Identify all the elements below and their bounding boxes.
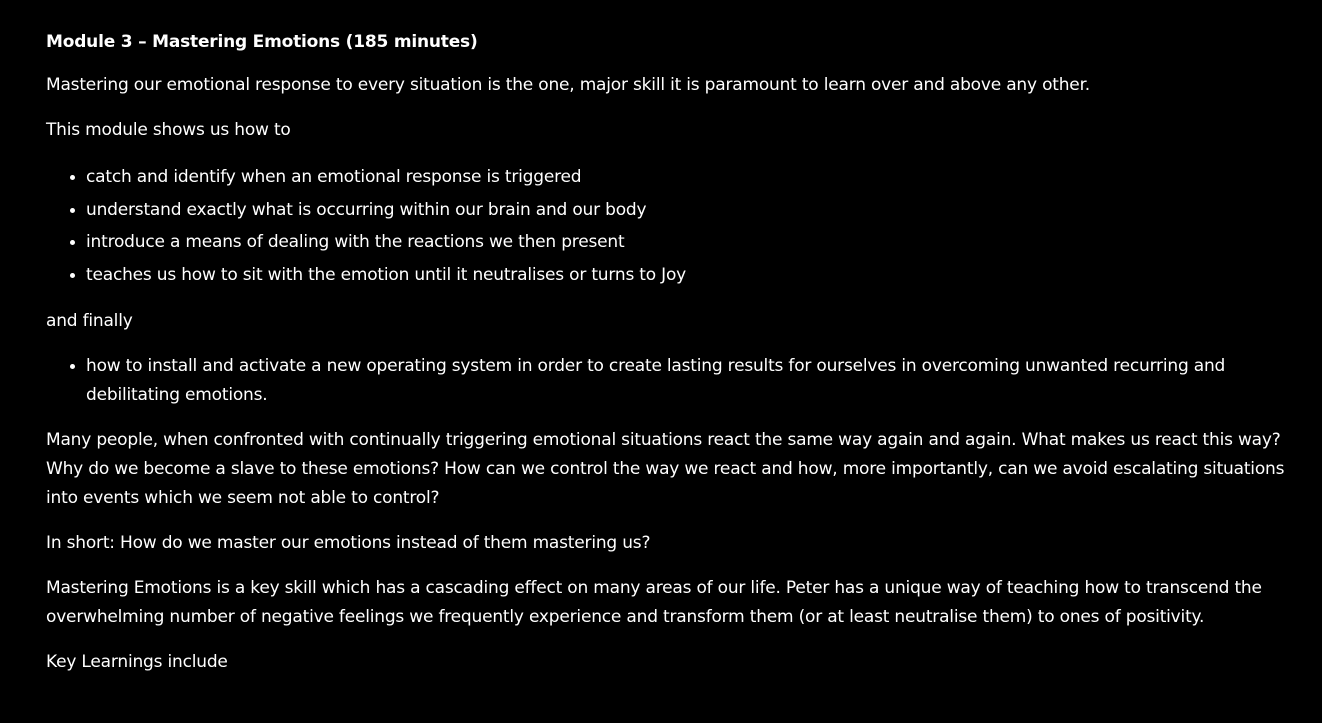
in-short-paragraph: In short: How do we master our emotions instead of them mastering us?: [46, 533, 651, 553]
list-item: introduce a means of dealing with the reactions we then present: [86, 226, 1296, 259]
lead-in-paragraph: This module shows us how to: [46, 120, 291, 140]
intro-paragraph: Mastering our emotional response to every situation is the one, major skill it is paramount to learn over and above any other.: [46, 75, 1090, 95]
key-skill-paragraph: Mastering Emotions is a key skill which has a cascading effect on many areas of our life. Peter has a unique way of teaching how to transcend the overwhelming number of negative feelings we frequently experience and transform them (or at least neutralise them) to ones of positivity.: [46, 578, 1262, 627]
list-item: catch and identify when an emotional response is triggered: [86, 161, 1296, 194]
list-item: understand exactly what is occurring within our brain and our body: [86, 194, 1296, 227]
key-learnings-paragraph: Key Learnings include: [46, 652, 228, 672]
list-item: teaches us how to sit with the emotion until it neutralises or turns to Joy: [86, 259, 1296, 292]
final-skills-list: [46, 352, 1296, 410]
module-heading: Module 3 – Mastering Emotions (185 minutes): [46, 32, 478, 52]
skills-list: [46, 161, 1296, 291]
module-description: [46, 28, 1296, 693]
list-item: how to install and activate a new operating system in order to create lasting results for ourselves in overcoming unwanted recurring and debilitating emotions.: [86, 352, 1296, 410]
many-people-paragraph: Many people, when confronted with continually triggering emotional situations react the same way again and again. What makes us react this way? Why do we become a slave to these emotions? How can we control the way we react and how, more importantly, can we avoid escalating situations into events which we seem not able to control?: [46, 430, 1285, 508]
and-finally-paragraph: and finally: [46, 311, 133, 331]
